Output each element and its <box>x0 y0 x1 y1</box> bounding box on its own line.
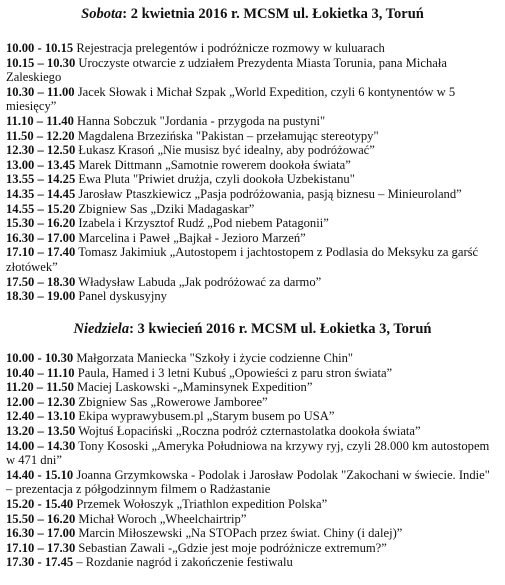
schedule-description: Małgorzata Maniecka "Szkoły i życie codzienne Chin" <box>76 351 354 365</box>
schedule-item <box>6 439 498 468</box>
schedule-time: 13.20 – 13.50 <box>6 423 76 438</box>
schedule-item <box>6 114 498 129</box>
schedule-time: 11.50 – 12.20 <box>6 128 75 143</box>
schedule-item <box>6 541 498 556</box>
schedule-time: 14.35 – 14.45 <box>6 186 76 201</box>
schedule-description: – Rozdanie nagród i zakończenie festiwalu <box>76 555 293 570</box>
schedule-item <box>6 395 498 410</box>
schedule-time: 10.00 - 10.30 <box>6 351 74 365</box>
schedule-item <box>6 351 498 366</box>
schedule-time: 16.30 – 17.00 <box>6 230 76 245</box>
schedule-time: 10.15 – 10.30 <box>6 55 76 70</box>
schedule-item <box>6 231 498 246</box>
schedule-time: 14.00 – 14.30 <box>6 438 76 453</box>
saturday-schedule-list <box>6 41 498 304</box>
schedule-description: Magdalena Brzezińska "Pakistan – przełamując stereotypy" <box>77 128 379 143</box>
saturday-heading <box>0 5 505 23</box>
schedule-time: 17.30 - 17.45 <box>6 555 74 570</box>
schedule-time: 11.10 – 11.40 <box>6 113 74 128</box>
schedule-item <box>6 512 498 527</box>
schedule-description: Jacek Słowak i Michał Szpak „World Expedition, czyli 6 kontynentów w 5 miesięcy” <box>6 84 456 114</box>
schedule-description: Wojtuś Łopaciński „Roczna podróż czternastolatka dookoła świata” <box>78 423 421 438</box>
schedule-time: 17.10 – 17.40 <box>6 245 76 260</box>
saturday-heading-details: : 2 kwietnia 2016 r. MCSM ul. Łokietka 3, Toruń <box>122 6 424 22</box>
schedule-time: 14.40 - 15.10 <box>6 467 74 482</box>
schedule-item <box>6 41 498 56</box>
schedule-description: Tomasz Jakimiuk „Autostopem i jachtostopem z Podlasia do Meksyku za garść złotówek” <box>6 245 479 274</box>
schedule-item <box>6 85 498 114</box>
schedule-item <box>6 56 498 85</box>
schedule-time: 13.00 – 13.45 <box>6 157 76 172</box>
schedule-item <box>6 380 498 395</box>
schedule-item <box>6 275 498 290</box>
schedule-time: 12.00 – 12.30 <box>6 394 76 409</box>
sunday-heading-details: : 3 kwiecień 2016 r. MCSM ul. Łokietka 3, Toruń <box>129 321 432 337</box>
schedule-item <box>6 202 498 217</box>
sunday-day-name: Niedziela <box>73 321 130 337</box>
schedule-time: 10.00 - 10.15 <box>6 41 74 55</box>
schedule-description: Ewa Pluta "Priwiet drużja, czyli dookoła Uzbekistanu" <box>78 172 355 187</box>
schedule-description: Jarosław Ptaszkiewicz „Pasja podróżowania, pasją biznesu – Minieuroland” <box>78 186 462 201</box>
schedule-description: Hanna Sobczuk "Jordania - przygoda na pustyni" <box>77 113 326 128</box>
schedule-description: Rejestracja prelegentów i podróżnicze rozmowy w kuluarach <box>76 41 385 55</box>
schedule-item <box>6 172 498 187</box>
schedule-time: 15.50 – 16.20 <box>6 511 76 526</box>
schedule-time: 17.10 – 17.30 <box>6 540 76 555</box>
schedule-item <box>6 143 498 158</box>
schedule-item <box>6 187 498 202</box>
schedule-item <box>6 497 498 512</box>
schedule-description: Uroczyste otwarcie z udziałem Prezydenta Miasta Torunia, pana Michała Zaleskiego <box>6 55 447 85</box>
schedule-description: Łukasz Krasoń „Nie musisz być idealny, aby podróżować” <box>78 143 375 158</box>
schedule-item <box>6 366 498 381</box>
schedule-description: Maciej Laskowski -„Maminsynek Expedition” <box>77 380 313 395</box>
schedule-item <box>6 424 498 439</box>
schedule-description: Michał Woroch „Wheelchairtrip” <box>78 511 247 526</box>
schedule-time: 10.40 – 11.10 <box>6 365 75 380</box>
schedule-description: Joanna Grzymkowska - Podolak i Jarosław Podolak "Zakochani w świecie. Indie" – prezentacja z półgodzinnym filmem o Radżastanie <box>6 467 490 497</box>
schedule-item <box>6 245 498 274</box>
schedule-item <box>6 468 498 497</box>
schedule-item <box>6 129 498 144</box>
schedule-time: 15.30 – 16.20 <box>6 216 76 231</box>
schedule-time: 10.30 – 11.00 <box>6 84 75 99</box>
schedule-description: Izabela i Krzysztof Rudź „Pod niebem Patagonii” <box>78 216 329 231</box>
schedule-time: 13.55 – 14.25 <box>6 172 76 187</box>
schedule-item <box>6 158 498 173</box>
schedule-time: 11.20 – 11.50 <box>6 380 74 395</box>
sunday-schedule-list <box>6 351 498 570</box>
schedule-description: Marcin Miłoszewski „Na STOPach przez świat. Chiny (i dalej)” <box>78 526 403 541</box>
schedule-time: 16.30 – 17.00 <box>6 526 76 541</box>
schedule-time: 12.30 – 12.50 <box>6 143 76 158</box>
schedule-description: Marcelina i Paweł „Bajkał - Jezioro Marzeń” <box>78 230 306 245</box>
schedule-time: 15.20 - 15.40 <box>6 496 74 511</box>
schedule-description: Przemek Wołoszyk „Triathlon expedition Polska” <box>76 496 328 511</box>
saturday-day-name: Sobota <box>81 6 123 22</box>
schedule-description: Ekipa wyprawybusem.pl „Starym busem po USA” <box>78 409 335 424</box>
schedule-description: Zbigniew Sas „Dziki Madagaskar” <box>78 201 255 216</box>
schedule-item <box>6 526 498 541</box>
schedule-time: 12.40 – 13.10 <box>6 409 76 424</box>
schedule-time: 17.50 – 18.30 <box>6 274 76 289</box>
schedule-item <box>6 216 498 231</box>
schedule-time: 18.30 – 19.00 <box>6 289 76 304</box>
schedule-time: 14.55 – 15.20 <box>6 201 76 216</box>
sunday-heading <box>0 320 505 338</box>
schedule-item <box>6 409 498 424</box>
schedule-description: Sebastian Zawali -„Gdzie jest moje podróżnicze extremum?” <box>78 540 387 555</box>
schedule-description: Tony Kososki „Ameryka Południowa na krzywy ryj, czyli 28.000 km autostopem w 471 dni” <box>6 438 490 468</box>
schedule-description: Władysław Labuda „Jak podróżować za darmo” <box>78 274 322 289</box>
schedule-description: Marek Dittmann „Samotnie rowerem dookoła świata” <box>78 157 351 172</box>
schedule-description: Panel dyskusyjny <box>78 289 167 304</box>
schedule-description: Paula, Hamed i 3 letni Kubuś „Opowieści z paru stron świata” <box>77 365 393 380</box>
schedule-item <box>6 555 498 570</box>
schedule-item <box>6 289 498 304</box>
schedule-description: Zbigniew Sas „Rowerowe Jamboree” <box>78 394 268 409</box>
